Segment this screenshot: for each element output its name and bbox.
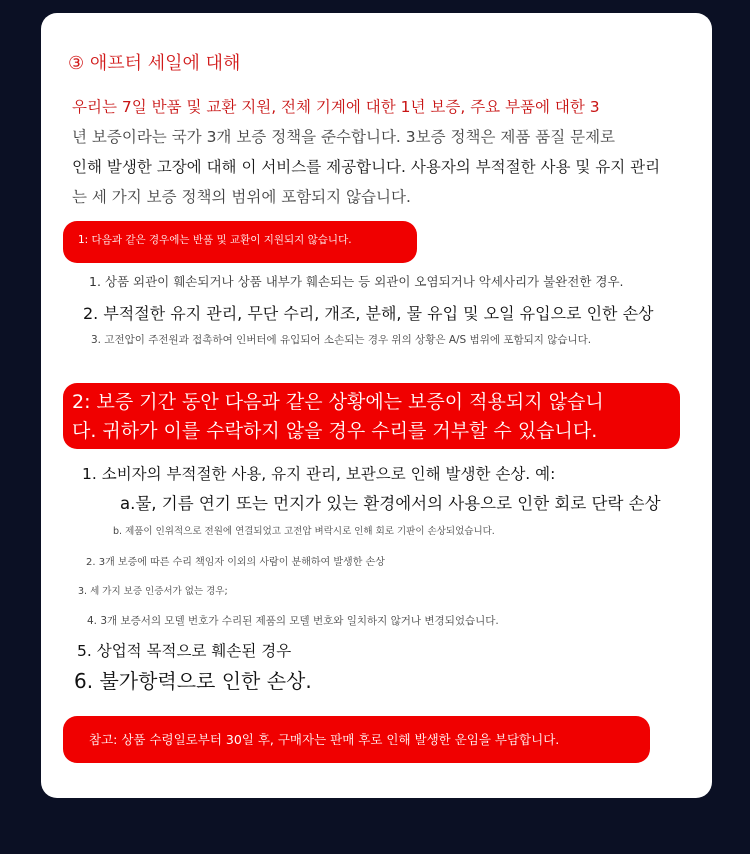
after-sales-card [41,13,712,798]
intro-line: 는 세 가지 보증 정책의 범위에 포함되지 않습니다. [72,188,411,206]
exclusion-item: 2. 3개 보증에 따른 수리 책임자 이외의 사람이 분해하여 발생한 손상 [86,557,385,568]
exclusion-item: 3. 세 가지 보증 인증서가 없는 경우; [78,586,228,597]
heading-line: 다. 귀하가 이를 수락하지 않을 경우 수리를 거부할 수 있습니다. [72,420,598,442]
no-return-item: 1. 상품 외관이 훼손되거나 상품 내부가 훼손되는 등 외관이 오염되거나 악세사리가 불완전한 경우. [89,274,624,289]
intro-line: 인해 발생한 고장에 대해 이 서비스를 제공합니다. 사용자의 부적절한 사용 및 유지 관리 [72,158,661,176]
warranty-exclusion-heading [63,383,680,449]
no-return-heading: 1: 다음과 같은 경우에는 반품 및 교환이 지원되지 않습니다. [63,221,417,263]
exclusion-item: 5. 상업적 목적으로 훼손된 경우 [77,642,292,660]
intro-line: 우리는 7일 반품 및 교환 지원, 전체 기계에 대한 1년 보증, 주요 부품에 대한 3 [72,98,600,116]
exclusion-item: 1. 소비자의 부적절한 사용, 유지 관리, 보관으로 인해 발생한 손상. 예: [82,465,556,483]
intro-paragraph [72,92,702,212]
no-return-item: 3. 고전압이 주전원과 접촉하여 인버터에 유입되어 소손되는 경우 위의 상황은 A/S 범위에 포함되지 않습니다. [91,334,592,346]
section-title: ③ 애프터 세일에 대해 [68,53,241,74]
shipping-note: 참고: 상품 수령일로부터 30일 후, 구매자는 판매 후로 인해 발생한 운임을 부담합니다. [63,716,650,763]
heading-line: 2: 보증 기간 동안 다음과 같은 상황에는 보증이 적용되지 않습니 [72,391,604,413]
exclusion-item: 6. 불가항력으로 인한 손상. [74,669,312,693]
exclusion-subitem: a.물, 기름 연기 또는 먼지가 있는 환경에서의 사용으로 인한 회로 단락 손상 [120,494,661,513]
exclusion-subitem: b. 제품이 인위적으로 전원에 연결되었고 고전압 벼락시로 인해 회로 기판이 손상되었습니다. [113,526,495,537]
no-return-item: 2. 부적절한 유지 관리, 무단 수리, 개조, 분해, 물 유입 및 오일 유입으로 인한 손상 [83,304,654,323]
exclusion-item: 4. 3개 보증서의 모델 번호가 수리된 제품의 모델 번호와 일치하지 않거나 변경되었습니다. [87,615,499,627]
intro-line: 년 보증이라는 국가 3개 보증 정책을 준수합니다. 3보증 정책은 제품 품질 문제로 [72,128,616,146]
